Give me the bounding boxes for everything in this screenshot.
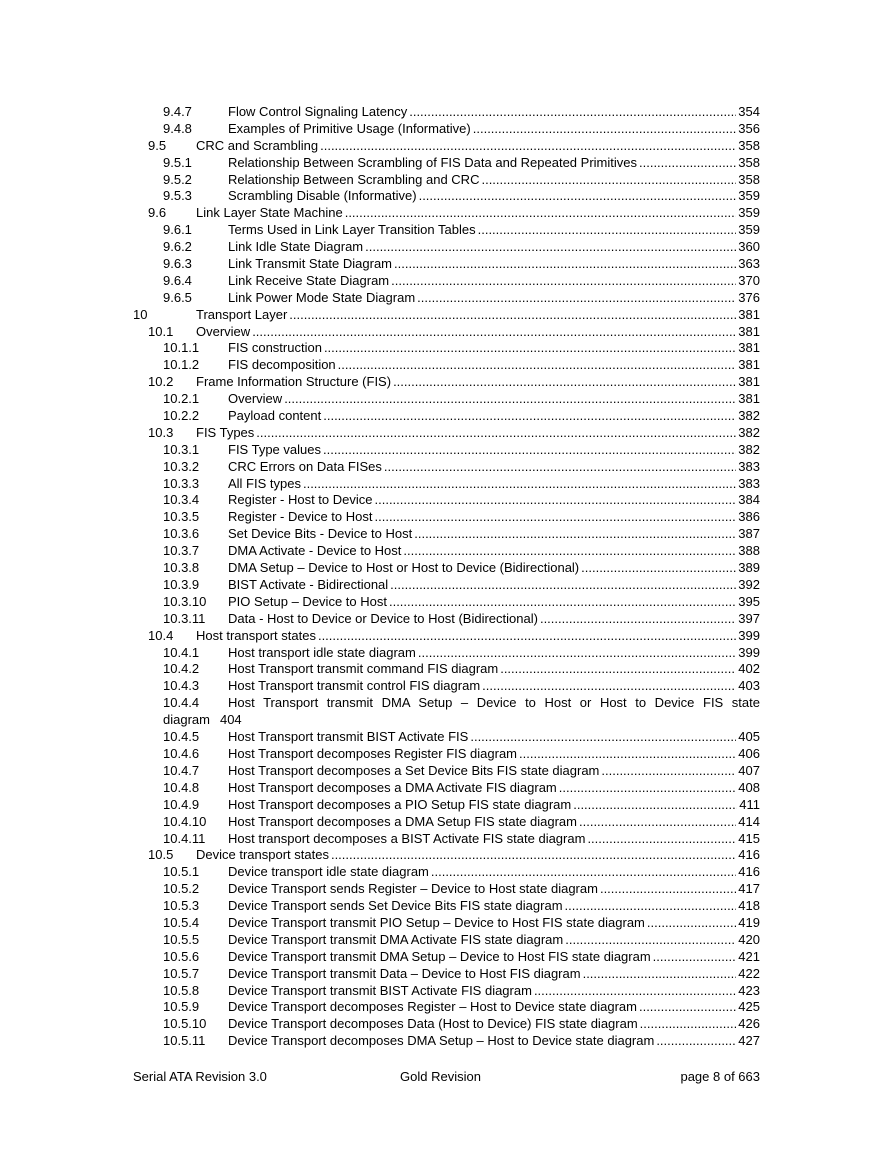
toc-entry-title: Scrambling Disable (Informative)	[228, 188, 417, 204]
toc-entry-title: Set Device Bits - Device to Host	[228, 526, 413, 542]
toc-entry-title: Relationship Between Scrambling and CRC	[228, 171, 480, 187]
toc-entry-page: 376	[738, 289, 760, 305]
toc-dot-leader	[601, 763, 736, 780]
toc-entry-title: Host Transport transmit command FIS diagram	[228, 661, 499, 677]
toc-entry-page: 381	[738, 357, 760, 373]
toc-entry-page: 418	[738, 898, 760, 914]
toc-entry-number: 10.5.4	[163, 914, 200, 930]
toc-dot-leader	[391, 273, 736, 290]
toc-entry-number: 10.2	[148, 374, 174, 390]
toc-dot-leader	[303, 476, 736, 493]
toc-entry-page: 426	[738, 1016, 760, 1032]
toc-dot-leader	[573, 797, 737, 814]
toc-entry-number: 10.4.7	[163, 762, 200, 778]
toc-dot-leader	[470, 729, 736, 746]
toc-entry-title: Link Layer State Machine	[196, 205, 343, 221]
toc-entry[interactable]	[0, 611, 893, 628]
toc-entry-title: Frame Information Structure (FIS)	[196, 374, 392, 390]
toc-entry-title: All FIS types	[228, 475, 301, 491]
toc-entry-page: 408	[738, 779, 760, 795]
toc-entry-number: 10.4.11	[163, 830, 206, 846]
toc-entry-number: 9.5	[148, 137, 167, 153]
toc-dot-leader	[639, 999, 736, 1016]
toc-entry-page: 370	[738, 272, 760, 288]
toc-entry[interactable]	[0, 1033, 893, 1050]
toc-entry-title: Device Transport transmit DMA Setup – Device to Host FIS state diagram	[228, 948, 651, 964]
toc-dot-leader	[519, 746, 736, 763]
toc-entry-number: 10.3.4	[163, 492, 200, 508]
toc-entry[interactable]	[0, 391, 893, 408]
toc-entry[interactable]	[0, 780, 893, 797]
toc-entry-title: CRC and Scrambling	[196, 137, 319, 153]
toc-dot-leader	[320, 138, 736, 155]
toc-entry-page: 384	[738, 492, 760, 508]
toc-entry-number: 10.3.8	[163, 560, 200, 576]
toc-entry-title: Device Transport transmit BIST Activate FIS diagram	[228, 982, 532, 998]
toc-entry-title: Data - Host to Device or Device to Host (Bidirectional)	[228, 610, 538, 626]
toc-entry-page: 420	[738, 931, 760, 947]
toc-entry-title: Host Transport decomposes a Set Device Bits FIS state diagram	[228, 762, 600, 778]
toc-entry[interactable]	[0, 526, 893, 543]
toc-entry[interactable]	[0, 577, 893, 594]
toc-entry-number: 10.1.1	[163, 340, 200, 356]
toc-entry[interactable]	[0, 324, 893, 341]
toc-entry[interactable]	[0, 628, 893, 645]
toc-entry[interactable]	[0, 442, 893, 459]
toc-entry[interactable]	[0, 864, 893, 881]
toc-entry-number: 10.5.11	[163, 1033, 206, 1049]
toc-entry-number: 9.4.8	[163, 120, 192, 136]
toc-entry-title: Device Transport decomposes Data (Host to Device) FIS state diagram	[228, 1016, 638, 1032]
toc-entry-page: 354	[738, 104, 760, 119]
toc-dot-leader	[409, 104, 736, 121]
toc-entry-page: 363	[738, 256, 760, 272]
toc-entry-page: 382	[738, 408, 760, 424]
toc-dot-leader	[565, 898, 737, 915]
toc-entry-page: 421	[738, 948, 760, 964]
toc-entry-number: 10.5.2	[163, 881, 200, 897]
toc-entry-title: Terms Used in Link Layer Transition Tables	[228, 222, 476, 238]
toc-entry-page: 382	[738, 441, 760, 457]
toc-entry[interactable]	[0, 357, 893, 374]
toc-entry-number: 10.5	[148, 847, 174, 863]
toc-entry-title: Link Receive State Diagram	[228, 272, 390, 288]
toc-entry-page: 422	[738, 965, 760, 981]
toc-entry[interactable]	[0, 847, 893, 864]
toc-dot-leader	[338, 357, 737, 374]
toc-entry-page: 382	[738, 424, 760, 440]
toc-entry-page: 383	[738, 458, 760, 474]
toc-entry-title: Device Transport sends Register – Device to Host state diagram	[228, 881, 598, 897]
footer-document-title: Serial ATA Revision 3.0	[133, 1069, 267, 1084]
toc-entry-title: Overview	[196, 323, 251, 339]
toc-entry[interactable]	[0, 1016, 893, 1033]
toc-entry[interactable]	[0, 239, 893, 256]
toc-entry-title: Relationship Between Scrambling of FIS Data and Repeated Primitives	[228, 154, 637, 170]
toc-entry[interactable]	[0, 290, 893, 307]
toc-entry-number: 9.6.5	[163, 289, 192, 305]
toc-entry[interactable]	[0, 307, 893, 324]
toc-entry[interactable]	[0, 459, 893, 476]
toc-entry-page: 381	[738, 323, 760, 339]
toc-entry-number: 9.5.2	[163, 171, 192, 187]
toc-entry-number: 10.3	[148, 424, 174, 440]
toc-entry-title: FIS decomposition	[228, 357, 336, 373]
toc-dot-leader	[365, 239, 736, 256]
toc-dot-leader	[478, 222, 737, 239]
toc-entry[interactable]	[0, 814, 893, 831]
toc-dot-leader	[389, 594, 736, 611]
toc-entry-title: Host Transport decomposes Register FIS diagram	[228, 746, 518, 762]
toc-entry[interactable]	[0, 273, 893, 290]
toc-dot-leader	[587, 831, 736, 848]
toc-entry-title: Host Transport decomposes a DMA Activate FIS diagram	[228, 779, 557, 795]
toc-entry-number: 10.4.5	[163, 729, 200, 745]
toc-dot-leader	[581, 560, 736, 577]
toc-entry-number: 10.3.5	[163, 509, 200, 525]
toc-entry-page: 399	[738, 627, 760, 643]
toc-dot-leader	[324, 340, 736, 357]
toc-entry[interactable]	[0, 661, 893, 678]
toc-entry-title: Host transport idle state diagram	[228, 644, 416, 660]
toc-entry-number: 10.4.3	[163, 678, 200, 694]
toc-entry-title: CRC Errors on Data FISes	[228, 458, 382, 474]
toc-entry-title: Device Transport sends Set Device Bits FIS state diagram	[228, 898, 563, 914]
toc-entry-number: 9.5.1	[163, 154, 192, 170]
toc-entry-page: 360	[738, 239, 760, 255]
toc-dot-leader	[384, 459, 736, 476]
toc-dot-leader	[418, 645, 736, 662]
toc-entry-title: Host Transport decomposes a DMA Setup FIS state diagram	[228, 813, 577, 829]
toc-dot-leader	[482, 678, 736, 695]
toc-entry-page: 358	[738, 171, 760, 187]
toc-entry-page: 359	[738, 188, 760, 204]
toc-entry[interactable]	[0, 949, 893, 966]
toc-entry-title: Device transport idle state diagram	[228, 864, 429, 880]
toc-entry-number: 9.6.3	[163, 256, 192, 272]
toc-entry-number: 10.5.9	[163, 999, 200, 1015]
toc-entry-number: 10.4.4	[163, 695, 200, 711]
toc-entry-number: 10.3.9	[163, 576, 200, 592]
toc-entry-page: 358	[738, 154, 760, 170]
toc-entry-number: 10.3.7	[163, 543, 200, 559]
toc-entry[interactable]	[0, 104, 893, 121]
toc-entry-title: Link Idle State Diagram	[228, 239, 364, 255]
toc-entry-page: 359	[738, 222, 760, 238]
toc-entry-page: 381	[738, 306, 760, 322]
toc-dot-leader	[653, 949, 737, 966]
toc-entry-title: Host Transport decomposes a PIO Setup FIS state diagram	[228, 796, 572, 812]
toc-entry[interactable]	[0, 222, 893, 239]
toc-dot-leader	[414, 526, 736, 543]
toc-entry-title: Payload content	[228, 408, 322, 424]
toc-entry-number: 10.1	[148, 323, 174, 339]
toc-entry-number: 10.5.7	[163, 965, 200, 981]
toc-entry[interactable]	[0, 492, 893, 509]
toc-entry[interactable]	[0, 509, 893, 526]
toc-dot-leader	[640, 1016, 737, 1033]
toc-dot-leader	[534, 983, 736, 1000]
toc-entry[interactable]	[0, 645, 893, 662]
toc-entry-number: 10.2.1	[163, 391, 200, 407]
toc-entry-page: 387	[738, 526, 760, 542]
toc-entry-number: 10.4	[148, 627, 174, 643]
toc-dot-leader	[345, 205, 737, 222]
toc-entry-number: 9.6.1	[163, 222, 192, 238]
toc-entry-number: 10.3.10	[163, 593, 207, 609]
table-of-contents	[0, 104, 893, 1050]
toc-entry-number: 10	[133, 306, 148, 322]
toc-entry[interactable]	[0, 205, 893, 222]
toc-entry-page: 356	[738, 120, 760, 136]
toc-entry-page: 392	[738, 576, 760, 592]
toc-dot-leader	[500, 661, 736, 678]
toc-entry-number: 10.3.2	[163, 458, 200, 474]
toc-entry-number: 10.5.3	[163, 898, 200, 914]
toc-entry-title: FIS construction	[228, 340, 322, 356]
toc-entry-title: Examples of Primitive Usage (Informative)	[228, 120, 471, 136]
toc-entry-number: 10.3.6	[163, 526, 200, 542]
toc-dot-leader	[323, 408, 736, 425]
toc-entry-number: 10.5.6	[163, 948, 200, 964]
toc-entry[interactable]	[0, 729, 893, 746]
toc-entry-title-continuation: diagram	[163, 712, 210, 728]
page-footer	[133, 1069, 760, 1087]
toc-dot-leader	[656, 1033, 736, 1050]
toc-entry[interactable]	[0, 121, 893, 138]
toc-entry[interactable]	[0, 374, 893, 391]
toc-entry-number: 10.5.5	[163, 931, 200, 947]
toc-entry-title: Device Transport decomposes Register – Host to Device state diagram	[228, 999, 637, 1015]
toc-entry-page: 416	[738, 847, 760, 863]
toc-entry[interactable]	[0, 172, 893, 189]
toc-entry-number: 10.4.8	[163, 779, 200, 795]
toc-dot-leader	[417, 290, 736, 307]
toc-dot-leader	[390, 577, 736, 594]
toc-dot-leader	[289, 307, 736, 324]
toc-entry[interactable]	[0, 138, 893, 155]
toc-entry[interactable]	[0, 695, 893, 729]
toc-entry-title: PIO Setup – Device to Host	[228, 593, 387, 609]
toc-entry-page: 399	[738, 644, 760, 660]
toc-entry-page: 359	[738, 205, 760, 221]
toc-entry[interactable]	[0, 915, 893, 932]
toc-dot-leader	[323, 442, 736, 459]
toc-entry-page: 389	[738, 560, 760, 576]
toc-entry-number: 9.4.7	[163, 104, 192, 119]
toc-entry-title: BIST Activate - Bidirectional	[228, 576, 389, 592]
toc-entry[interactable]	[0, 155, 893, 172]
toc-entry-title: Device Transport decomposes DMA Setup – Host to Device state diagram	[228, 1033, 655, 1049]
toc-entry-number: 10.3.11	[163, 610, 206, 626]
toc-entry-page: 417	[738, 881, 760, 897]
toc-entry-number: 10.5.1	[163, 864, 200, 880]
toc-dot-leader	[431, 864, 736, 881]
toc-entry-page: 395	[738, 593, 760, 609]
toc-entry-number: 10.1.2	[163, 357, 200, 373]
toc-dot-leader	[647, 915, 736, 932]
toc-entry[interactable]	[0, 340, 893, 357]
toc-dot-leader	[600, 881, 736, 898]
toc-entry-page: 415	[738, 830, 760, 846]
toc-entry-title: Device Transport transmit PIO Setup – Device to Host FIS state diagram	[228, 914, 645, 930]
footer-page-number: page 8 of 663	[680, 1069, 760, 1084]
toc-entry-page: 397	[738, 610, 760, 626]
toc-entry-title: Register - Host to Device	[228, 492, 373, 508]
toc-entry[interactable]	[0, 983, 893, 1000]
toc-entry-title: Host Transport transmit DMA Setup – Device to Host or Host to Device FIS state	[228, 695, 760, 711]
toc-entry-page: 403	[738, 678, 760, 694]
toc-entry-number: 10.4.10	[163, 813, 207, 829]
toc-entry[interactable]	[0, 966, 893, 983]
toc-entry-title: Host Transport transmit BIST Activate FIS	[228, 729, 469, 745]
toc-entry-number: 10.5.8	[163, 982, 200, 998]
toc-entry-title: Host Transport transmit control FIS diagram	[228, 678, 481, 694]
toc-entry-title: Overview	[228, 391, 283, 407]
toc-entry[interactable]	[0, 831, 893, 848]
toc-entry-page: 416	[738, 864, 760, 880]
toc-entry-number: 10.4.6	[163, 746, 200, 762]
toc-entry[interactable]	[0, 425, 893, 442]
toc-entry[interactable]	[0, 999, 893, 1016]
toc-entry-page: 405	[738, 729, 760, 745]
toc-entry-title: Device Transport transmit Data – Device to Host FIS diagram	[228, 965, 581, 981]
toc-dot-leader	[639, 155, 736, 172]
toc-entry-page: 381	[738, 340, 760, 356]
toc-entry-title: Host transport decomposes a BIST Activate FIS state diagram	[228, 830, 586, 846]
toc-entry-number: 9.6.2	[163, 239, 192, 255]
toc-dot-leader	[375, 509, 737, 526]
toc-entry-number: 10.4.9	[163, 796, 200, 812]
toc-dot-leader	[403, 543, 736, 560]
toc-dot-leader	[540, 611, 736, 628]
toc-entry-title: Flow Control Signaling Latency	[228, 104, 408, 119]
toc-entry[interactable]	[0, 408, 893, 425]
toc-entry[interactable]	[0, 594, 893, 611]
toc-entry-title: DMA Activate - Device to Host	[228, 543, 402, 559]
toc-entry[interactable]	[0, 543, 893, 560]
toc-entry-number: 10.4.1	[163, 644, 200, 660]
toc-entry-page: 411	[739, 796, 760, 812]
toc-entry[interactable]	[0, 898, 893, 915]
toc-entry-page: 419	[738, 914, 760, 930]
toc-entry-number: 10.4.2	[163, 661, 200, 677]
toc-dot-leader	[284, 391, 736, 408]
toc-entry-page: 402	[738, 661, 760, 677]
toc-entry[interactable]	[0, 797, 893, 814]
toc-entry-number: 10.3.3	[163, 475, 200, 491]
toc-dot-leader	[583, 966, 737, 983]
footer-revision: Gold Revision	[400, 1069, 481, 1084]
toc-dot-leader	[393, 374, 736, 391]
toc-entry-page: 386	[738, 509, 760, 525]
toc-entry[interactable]	[0, 932, 893, 949]
toc-entry-title: Host transport states	[196, 627, 316, 643]
toc-entry-page: 425	[738, 999, 760, 1015]
toc-entry-title: Link Transmit State Diagram	[228, 256, 393, 272]
toc-entry[interactable]	[0, 476, 893, 493]
toc-entry-page: 404	[219, 712, 242, 728]
toc-dot-leader	[565, 932, 736, 949]
toc-entry-page: 358	[738, 137, 760, 153]
toc-dot-leader	[252, 324, 736, 341]
toc-dot-leader	[394, 256, 736, 273]
toc-dot-leader	[331, 847, 736, 864]
toc-entry-title: Device Transport transmit DMA Activate FIS state diagram	[228, 931, 564, 947]
toc-entry-number: 9.5.3	[163, 188, 192, 204]
toc-entry-number: 10.5.10	[163, 1016, 207, 1032]
toc-entry-page: 381	[738, 374, 760, 390]
toc-entry-page: 383	[738, 475, 760, 491]
toc-entry-page: 388	[738, 543, 760, 559]
toc-dot-leader	[559, 780, 737, 797]
toc-entry-title: Device transport states	[196, 847, 329, 863]
toc-entry[interactable]	[0, 678, 893, 695]
toc-dot-leader	[318, 628, 736, 645]
toc-entry-page: 406	[738, 746, 760, 762]
toc-dot-leader	[375, 492, 737, 509]
toc-entry-number: 10.3.1	[163, 441, 200, 457]
toc-dot-leader	[579, 814, 736, 831]
toc-entry-title: FIS Types	[196, 424, 255, 440]
toc-entry[interactable]	[0, 256, 893, 273]
toc-entry-page: 423	[738, 982, 760, 998]
toc-entry[interactable]	[0, 881, 893, 898]
toc-dot-leader	[481, 172, 736, 189]
toc-entry-number: 9.6	[148, 205, 167, 221]
toc-entry-number: 9.6.4	[163, 272, 192, 288]
toc-entry[interactable]	[0, 188, 893, 205]
toc-dot-leader	[419, 188, 737, 205]
toc-entry-title: Register - Device to Host	[228, 509, 373, 525]
toc-entry-title: FIS Type values	[228, 441, 321, 457]
toc-entry-title: Transport Layer	[196, 306, 288, 322]
toc-entry[interactable]	[0, 746, 893, 763]
toc-entry-number: 10.2.2	[163, 408, 200, 424]
toc-entry-page: 407	[738, 762, 760, 778]
toc-dot-leader	[256, 425, 736, 442]
toc-dot-leader	[473, 121, 737, 138]
toc-entry-title: Link Power Mode State Diagram	[228, 289, 416, 305]
toc-entry-page: 427	[738, 1033, 760, 1049]
toc-entry[interactable]	[0, 763, 893, 780]
toc-entry-title: DMA Setup – Device to Host or Host to Device (Bidirectional)	[228, 560, 580, 576]
toc-entry-page: 381	[738, 391, 760, 407]
toc-entry-page: 414	[738, 813, 760, 829]
toc-entry[interactable]	[0, 560, 893, 577]
